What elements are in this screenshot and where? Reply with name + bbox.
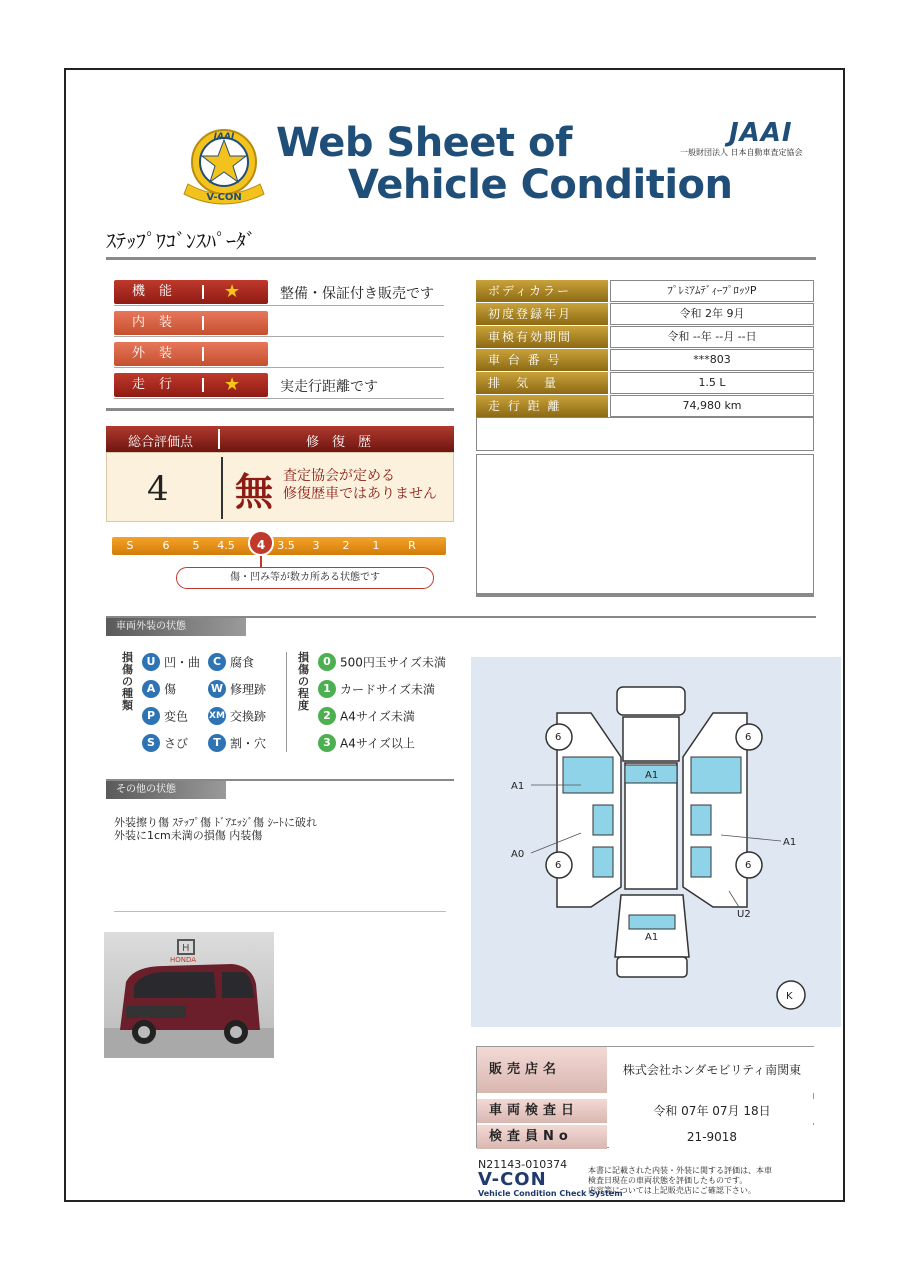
grade-3: 3 — [312, 539, 320, 552]
badge-xm: XM — [208, 707, 226, 725]
spec-text: 整備・保証付き販売です — [280, 286, 434, 302]
diagram-label-a0-left: A0 — [511, 849, 525, 860]
footer-note-line2: 検査日現在の車両状態を評価したものです。 — [588, 1176, 748, 1185]
grade-3-5: 3.5 — [277, 539, 295, 552]
info-value: 1.5 L — [610, 372, 814, 394]
sheet-id: N21143-010374 — [478, 1158, 568, 1171]
tire-depth-rr: 6 — [745, 860, 752, 871]
info-value: 令和 2年 9月 — [610, 303, 814, 325]
tire-depth-fl: 6 — [555, 732, 562, 743]
overall-score: 4 — [147, 469, 169, 509]
spec-divider — [114, 305, 444, 306]
diagram-label-a1-roof: A1 — [645, 770, 659, 781]
badge-u: U — [142, 653, 160, 671]
badge-2: 2 — [318, 707, 336, 725]
info-value: ﾌﾟﾚﾐｱﾑﾃﾞｨｰﾌﾟﾛｯｿP — [610, 280, 814, 302]
spec-row-exterior — [114, 342, 444, 366]
grade-scale — [112, 537, 446, 555]
badge-p: P — [142, 707, 160, 725]
legend-text: カードサイズ未満 — [340, 682, 436, 697]
title-line1: Web Sheet of — [276, 120, 572, 166]
spec-label: 走行 — [114, 373, 268, 397]
legend-degree-0 — [318, 653, 446, 673]
diagram-label-a1-left: A1 — [511, 781, 525, 792]
info-row-displacement — [476, 372, 814, 394]
spec-separator — [202, 378, 204, 392]
condition-sheet — [64, 68, 845, 1202]
grade-4-5: 4.5 — [217, 539, 235, 552]
store-info-box — [476, 1046, 814, 1148]
info-value: 令和 --年 --月 --日 — [610, 326, 814, 348]
info-row-registration — [476, 303, 814, 325]
spec-divider — [114, 367, 444, 368]
other-line1: 外装擦り傷 ｽﾃｯﾌﾟ傷 ﾄﾞｱｴｯｼﾞ傷 ｼｰﾄに破れ — [114, 816, 317, 829]
legend-text: 傷 — [164, 682, 177, 697]
vehicle-diagram — [471, 657, 841, 1027]
car-name: ｽﾃｯﾌﾟﾜｺﾞﾝｽﾊﾟｰﾀﾞ — [106, 229, 256, 253]
legend-divider — [286, 652, 287, 752]
score-header — [106, 426, 454, 452]
badge-c: C — [208, 653, 226, 671]
grade-selected: 4 — [248, 530, 274, 556]
diagram-k-mark: K — [786, 991, 793, 1002]
damage-degree-label: 損傷の程度 — [298, 651, 309, 712]
inspector-label: 検査員No — [477, 1125, 607, 1149]
spec-row-interior — [114, 311, 444, 335]
repair-text-line2: 修復歴車ではありません — [283, 486, 437, 502]
info-rule — [476, 594, 814, 597]
spec-row-function — [114, 280, 444, 304]
grade-5: 5 — [192, 539, 200, 552]
legend-text: 500円玉サイズ未満 — [340, 655, 446, 670]
jaai-subtitle: 一般財団法人 日本自動車査定協会 — [680, 148, 803, 157]
spec-label: 内装 — [114, 311, 268, 335]
legend-text: A4サイズ未満 — [340, 709, 415, 724]
diagram-label-u2: U2 — [737, 909, 751, 920]
inspector-value: 21-9018 — [609, 1125, 815, 1149]
legend-degree-2 — [318, 707, 415, 727]
legend-t — [208, 734, 266, 754]
spec-label: 外装 — [114, 342, 268, 366]
other-section-title: その他の状態 — [106, 781, 226, 799]
info-value: ***803 — [610, 349, 814, 371]
spec-separator — [202, 285, 204, 299]
title-rule — [106, 257, 816, 260]
shop-value: 株式会社ホンダモビリティ南関東 — [609, 1047, 815, 1093]
spec-divider — [114, 336, 444, 337]
grade-s: S — [126, 539, 134, 552]
date-label: 車両検査日 — [477, 1099, 607, 1123]
vcon-badge-label: V-CON — [206, 192, 242, 203]
badge-3: 3 — [318, 734, 336, 752]
legend-text: さび — [164, 736, 189, 751]
legend-text: 腐食 — [230, 655, 255, 670]
honda-text: HONDA — [170, 956, 197, 964]
spec-separator — [202, 347, 204, 361]
badge-w: W — [208, 680, 226, 698]
legend-text: A4サイズ以上 — [340, 736, 415, 751]
badge-1: 1 — [318, 680, 336, 698]
spec-text: 実走行距離です — [280, 379, 378, 395]
info-label: 排 気 量 — [476, 372, 608, 394]
legend-text: 修理跡 — [230, 682, 267, 697]
star-icon: ★ — [224, 374, 241, 395]
date-value: 令和 07年 07月 18日 — [609, 1099, 815, 1123]
jaai-logo: JAAI — [729, 118, 793, 148]
shop-label: 販売店名 — [477, 1047, 607, 1093]
grade-2: 2 — [342, 539, 350, 552]
score-body — [106, 452, 454, 522]
repair-mark: 無 — [235, 469, 274, 514]
legend-u — [142, 653, 200, 673]
info-notes-box — [476, 454, 814, 594]
badge-0: 0 — [318, 653, 336, 671]
star-icon: ★ — [224, 281, 241, 302]
tire-depth-rl: 6 — [555, 860, 562, 871]
badge-s: S — [142, 734, 160, 752]
score-header-left: 総合評価点 — [128, 435, 194, 450]
grade-1: 1 — [372, 539, 380, 552]
grade-6: 6 — [162, 539, 170, 552]
title-line2: Vehicle Condition — [348, 162, 733, 208]
legend-text: 凹・曲 — [164, 655, 201, 670]
info-row-chassis — [476, 349, 814, 371]
info-blank-box — [476, 417, 814, 451]
vcon-subtitle: Vehicle Condition Check System — [478, 1189, 623, 1198]
car-photo — [104, 932, 274, 1058]
exterior-section-title: 車両外装の状態 — [106, 618, 246, 636]
legend-w — [208, 680, 266, 700]
info-row-inspection-expiry — [476, 326, 814, 348]
other-bottom-rule — [114, 911, 446, 912]
legend-degree-1 — [318, 680, 435, 700]
score-divider — [221, 457, 223, 519]
vehicle-diagram-drawing — [471, 657, 841, 1027]
info-label: ボディカラー — [476, 280, 608, 302]
diagram-label-a1-rear: A1 — [645, 932, 659, 943]
info-row-color — [476, 280, 814, 302]
footer-note-line1: 本書に記載された内装・外装に関する評価は、本車 — [588, 1166, 772, 1175]
info-label: 車 台 番 号 — [476, 349, 608, 371]
info-row-mileage — [476, 395, 814, 417]
legend-text: 変色 — [164, 709, 189, 724]
legend-a — [142, 680, 176, 700]
spec-label: 機能 — [114, 280, 268, 304]
car-photo-image — [104, 932, 274, 1058]
info-label: 初度登録年月 — [476, 303, 608, 325]
honda-mark: H — [182, 943, 190, 954]
grade-r: R — [408, 539, 416, 552]
badge-a: A — [142, 680, 160, 698]
info-value: 74,980 km — [610, 395, 814, 417]
info-label: 車検有効期間 — [476, 326, 608, 348]
legend-p — [142, 707, 188, 727]
spec-row-mileage — [114, 373, 444, 397]
legend-c — [208, 653, 254, 673]
legend-xm — [208, 707, 266, 727]
legend-text: 交換跡 — [230, 709, 267, 724]
vcon-logo: V-CON — [478, 1169, 547, 1190]
other-line2: 外装に1cm未満の損傷 内装傷 — [114, 829, 263, 842]
damage-type-label: 損傷の種類 — [122, 651, 133, 712]
spec-divider — [114, 398, 444, 399]
legend-text: 割・穴 — [230, 736, 267, 751]
vcon-badge-mark: JAAI — [213, 132, 235, 142]
spec-rule — [106, 408, 454, 411]
repair-text-line1: 査定協会が定める — [283, 468, 395, 484]
legend-s — [142, 734, 188, 754]
info-label: 走 行 距 離 — [476, 395, 608, 417]
footer-note — [588, 1166, 818, 1196]
grade-note: 傷・凹み等が数カ所ある状態です — [176, 567, 434, 589]
diagram-label-a1-right: A1 — [783, 837, 797, 848]
other-text — [114, 816, 317, 842]
badge-t: T — [208, 734, 226, 752]
spec-separator — [202, 316, 204, 330]
tire-depth-fr: 6 — [745, 732, 752, 743]
legend-degree-3 — [318, 734, 415, 754]
footer-note-line3: 内容等については上記販売店にご確認下さい。 — [588, 1186, 756, 1195]
score-header-right: 修 復 歴 — [306, 435, 372, 450]
